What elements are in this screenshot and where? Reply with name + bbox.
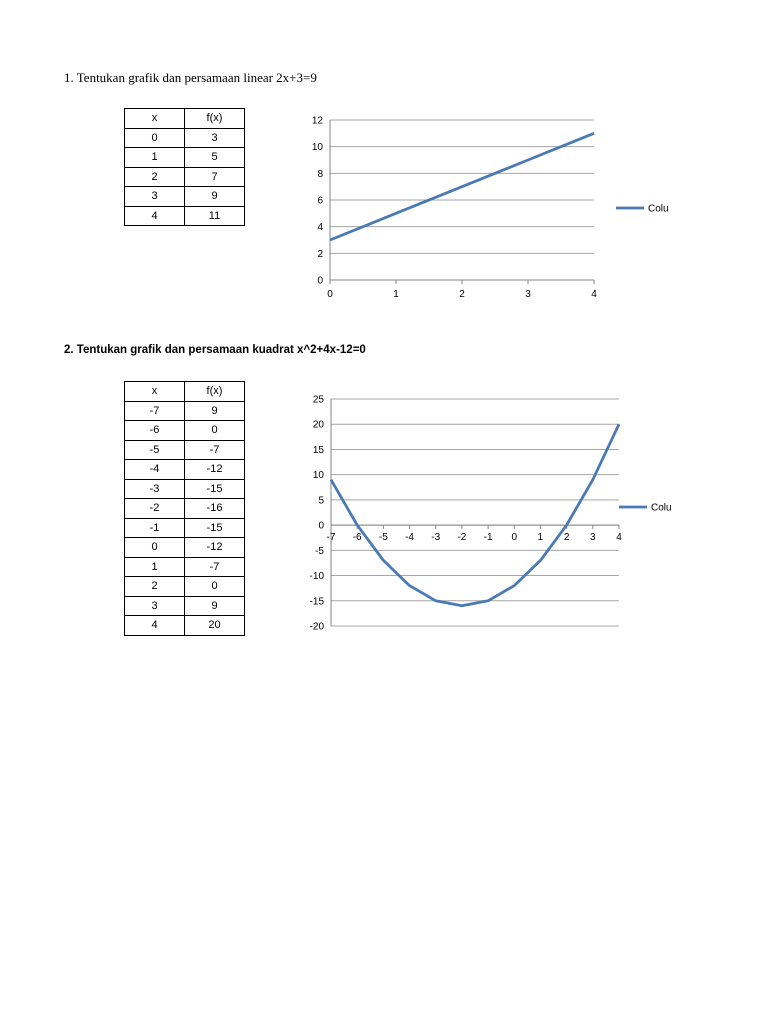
question-2-heading: 2. Tentukan grafik dan persamaan kuadrat x^2+4x-12=0 xyxy=(64,344,366,356)
table-header-row xyxy=(125,382,245,402)
table-cell: -16 xyxy=(185,499,245,519)
y-tick-label: 10 xyxy=(312,470,324,482)
table-cell: 0 xyxy=(185,421,245,441)
y-tick-label: 2 xyxy=(317,248,323,260)
question-1-heading: 1. Tentukan grafik dan persamaan linear 2x+3=9 xyxy=(64,70,317,85)
x-tick-label: -5 xyxy=(378,532,388,544)
table-cell: 11 xyxy=(185,206,245,226)
table-cell: 2 xyxy=(125,577,185,597)
table-cell: -7 xyxy=(185,557,245,577)
table-cell: -4 xyxy=(125,460,185,480)
x-tick-label: -3 xyxy=(431,532,441,544)
table-cell: -15 xyxy=(185,518,245,538)
y-tick-label: 20 xyxy=(312,419,324,431)
table-cell: -2 xyxy=(125,499,185,519)
y-tick-label: 25 xyxy=(312,394,324,406)
table-cell: 3 xyxy=(125,596,185,616)
table-row xyxy=(125,557,245,577)
y-tick-label: 15 xyxy=(312,444,324,456)
y-tick-label: -15 xyxy=(309,596,324,608)
table-cell: 0 xyxy=(185,577,245,597)
quadratic-values-table xyxy=(124,381,245,636)
x-tick-label: 2 xyxy=(459,289,465,300)
table-cell: -7 xyxy=(185,440,245,460)
table-cell: 7 xyxy=(185,167,245,187)
table-row xyxy=(125,538,245,558)
x-tick-label: 0 xyxy=(511,532,518,544)
table-cell: 5 xyxy=(185,148,245,168)
y-tick-label: 0 xyxy=(318,520,324,532)
table-cell: 4 xyxy=(125,616,185,636)
table-cell: -5 xyxy=(125,440,185,460)
y-tick-label: 8 xyxy=(317,168,323,180)
table-row xyxy=(125,421,245,441)
table-row xyxy=(125,499,245,519)
y-tick-label: -20 xyxy=(309,621,324,633)
x-tick-label: 1 xyxy=(537,532,544,544)
table-header-cell: x xyxy=(125,382,185,402)
x-tick-label: -4 xyxy=(405,532,414,544)
table-cell: -1 xyxy=(125,518,185,538)
table-cell: 0 xyxy=(125,128,185,148)
table-row xyxy=(125,206,245,226)
linear-line-chart xyxy=(290,105,670,305)
x-tick-label: -2 xyxy=(457,532,467,544)
table-cell: -3 xyxy=(125,479,185,499)
table-row xyxy=(125,596,245,616)
table-row xyxy=(125,187,245,207)
table-row xyxy=(125,128,245,148)
x-tick-label: 0 xyxy=(327,289,333,300)
x-tick-label: 4 xyxy=(616,532,622,544)
x-tick-label: 1 xyxy=(393,289,399,300)
x-tick-label: -1 xyxy=(483,532,493,544)
y-tick-label: 12 xyxy=(311,115,323,127)
table-cell: 9 xyxy=(185,187,245,207)
y-tick-label: 5 xyxy=(318,495,324,507)
table-cell: 20 xyxy=(185,616,245,636)
table-cell: 9 xyxy=(185,401,245,421)
table-cell: 1 xyxy=(125,148,185,168)
table-header-row xyxy=(125,109,245,129)
linear-values-table xyxy=(124,108,245,226)
x-tick-label: -7 xyxy=(326,532,336,544)
table-cell: 4 xyxy=(125,206,185,226)
table-cell: -15 xyxy=(185,479,245,499)
table-cell: 2 xyxy=(125,167,185,187)
table-row xyxy=(125,401,245,421)
table-row xyxy=(125,167,245,187)
table-header-cell: f(x) xyxy=(185,382,245,402)
table-cell: -12 xyxy=(185,538,245,558)
x-tick-label: 3 xyxy=(590,532,596,544)
x-tick-label: 2 xyxy=(563,532,570,544)
table-row xyxy=(125,518,245,538)
y-tick-label: -10 xyxy=(309,571,324,583)
table-row xyxy=(125,460,245,480)
table-row xyxy=(125,148,245,168)
legend-label: Colu xyxy=(651,502,672,514)
table-cell: -6 xyxy=(125,421,185,441)
quadratic-line-chart xyxy=(290,388,672,638)
table-cell: 3 xyxy=(185,128,245,148)
y-tick-label: 0 xyxy=(317,275,323,287)
table-row xyxy=(125,479,245,499)
table-header-cell: x xyxy=(125,109,185,129)
y-tick-label: -5 xyxy=(315,545,324,557)
table-cell: 3 xyxy=(125,187,185,207)
x-tick-label: -6 xyxy=(352,532,362,544)
series-line xyxy=(331,424,619,606)
y-tick-label: 4 xyxy=(317,222,323,234)
y-tick-label: 6 xyxy=(317,195,323,207)
table-row xyxy=(125,577,245,597)
x-tick-label: 4 xyxy=(591,289,597,300)
series-line xyxy=(330,133,594,240)
table-cell: 1 xyxy=(125,557,185,577)
table-cell: 9 xyxy=(185,596,245,616)
table-cell: -12 xyxy=(185,460,245,480)
table-cell: -7 xyxy=(125,401,185,421)
y-tick-label: 10 xyxy=(311,142,323,154)
x-tick-label: 3 xyxy=(525,289,531,300)
table-header-cell: f(x) xyxy=(185,109,245,129)
table-row xyxy=(125,616,245,636)
table-row xyxy=(125,440,245,460)
legend-label: Colu xyxy=(648,203,669,215)
table-cell: 0 xyxy=(125,538,185,558)
